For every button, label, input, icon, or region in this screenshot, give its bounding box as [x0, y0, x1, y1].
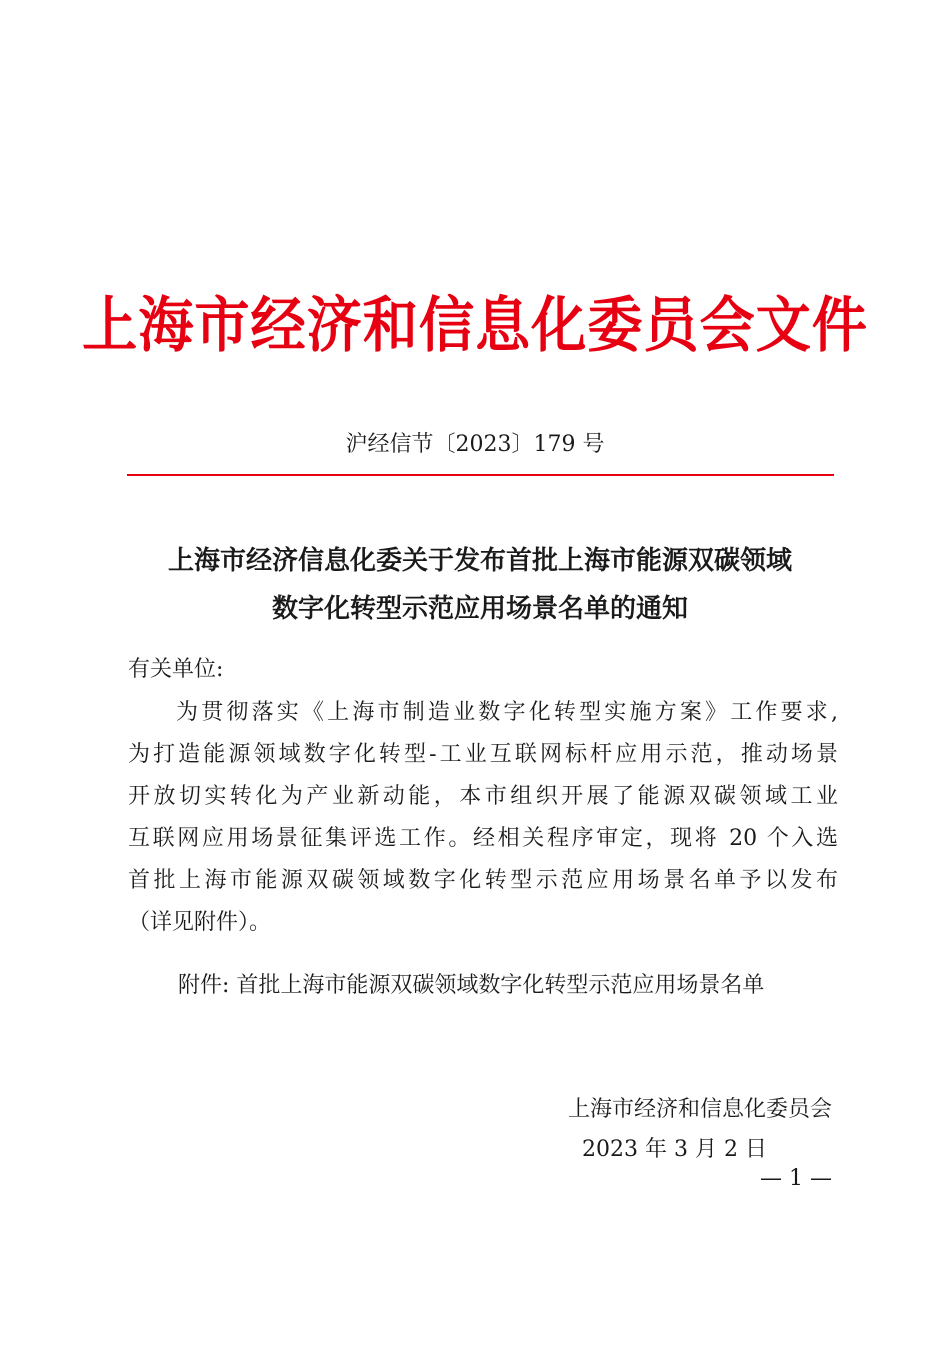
- body-line: 为打造能源领域数字化转型-工业互联网标杆应用示范，推动场景: [128, 742, 838, 767]
- notice-title-line: 数字化转型示范应用场景名单的通知: [271, 594, 688, 624]
- masthead-title: 上海市经济和信息化委员会文件: [82, 291, 868, 361]
- attachment-line: 附件: 首批上海市能源双碳领域数字化转型示范应用场景名单: [178, 973, 765, 998]
- document-number: 沪经信节〔2023〕179 号: [345, 432, 605, 457]
- body-paragraph: [128, 692, 838, 944]
- notice-title-line: 上海市经济信息化委关于发布首批上海市能源双碳领域: [167, 546, 792, 576]
- signature-organization: 上海市经济和信息化委员会: [567, 1097, 832, 1122]
- body-line: 为贯彻落实《上海市制造业数字化转型实施方案》工作要求,: [176, 700, 838, 725]
- salutation: 有关单位:: [128, 657, 224, 682]
- page-number: — 1 —: [760, 1166, 832, 1191]
- body-line: 首批上海市能源双碳领域数字化转型示范应用场景名单予以发布: [128, 868, 838, 893]
- red-divider: [127, 474, 834, 476]
- body-line: 开放切实转化为产业新动能，本市组织开展了能源双碳领域工业: [128, 784, 838, 809]
- body-line: （详见附件）。: [128, 910, 272, 935]
- notice-title: [110, 537, 850, 633]
- body-line: 互联网应用场景征集评选工作。经相关程序审定，现将 20 个入选: [128, 826, 838, 851]
- signature-date: 2023 年 3 月 2 日: [582, 1137, 767, 1162]
